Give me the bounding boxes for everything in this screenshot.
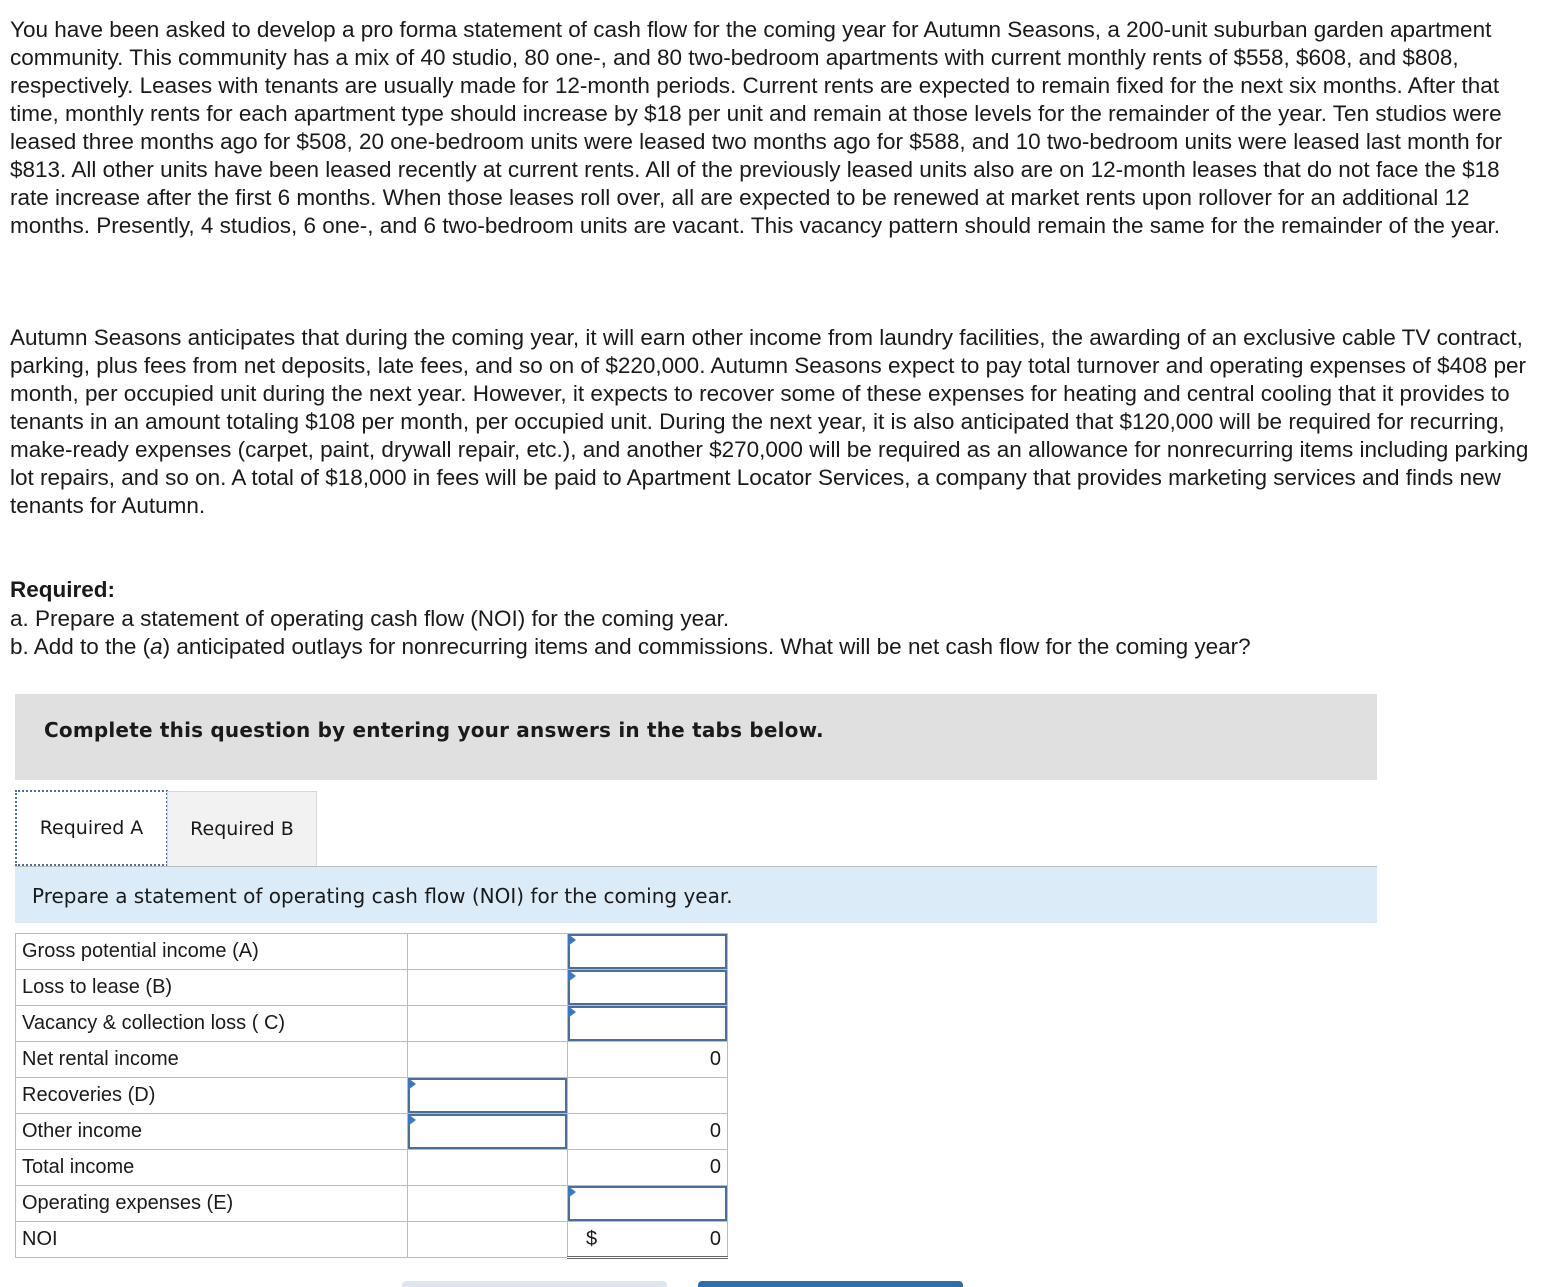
- tab-required-b[interactable]: Required B: [167, 791, 317, 866]
- input-marker-icon: [568, 1006, 576, 1018]
- loss-to-lease-cell: [568, 970, 728, 1006]
- net-rental-income-value: 0: [568, 1042, 728, 1078]
- operating-expenses-input[interactable]: [568, 1186, 727, 1221]
- required-heading: Required:: [10, 577, 116, 602]
- vacancy-collection-loss-input[interactable]: [568, 1006, 727, 1041]
- recoveries-input[interactable]: [408, 1078, 567, 1113]
- gross-potential-income-cell: [568, 934, 728, 970]
- currency-symbol: $: [586, 1228, 598, 1250]
- recoveries-cell: [408, 1078, 568, 1114]
- input-marker-icon: [408, 1114, 416, 1126]
- table-row: [16, 1150, 728, 1186]
- gross-potential-income-input[interactable]: [568, 934, 727, 969]
- row-label-loss-to-lease: Loss to lease (B): [16, 970, 408, 1006]
- table-row: [16, 934, 728, 970]
- previous-button[interactable]: [402, 1281, 667, 1287]
- req-b-prefix: b. Add to the (: [10, 634, 151, 659]
- table-cell: [408, 1222, 568, 1258]
- input-marker-icon: [568, 970, 576, 982]
- prompt-banner: [15, 867, 1377, 923]
- row-label-noi: NOI: [16, 1222, 408, 1258]
- table-cell: [408, 1006, 568, 1042]
- operating-expenses-cell: [568, 1186, 728, 1222]
- required-b-text: [10, 633, 1251, 661]
- noi-statement-table: [15, 933, 728, 1259]
- problem-paragraph-1: You have been asked to develop a pro forma statement of cash flow for the coming year for Autumn Seasons, a 200-unit suburban garden apartment community. This community has a mix of 40 studio, 80 one-, and 80 two-bedroom apartments with current monthly rents of $558, $608, and $808, respectively. Leases with tenants are usually made for 12-month periods. Current rents are expected to remain fixed for the next six months. After that time, monthly rents for each apartment type should increase by $18 per unit and remain at those levels for the remainder of the year. Ten studios were leased three months ago for $508, 20 one-bedroom units were leased two months ago for $588, and 10 two-bedroom units were leased last month for $813. All other units have been leased recently at current rents. All of the previously leased units also are on 12-month leases that do not face the $18 rate increase after the first 6 months. When those leases roll over, all are expected to be renewed at market rents upon rollover for an additional 12 months. Presently, 4 studios, 6 one-, and 6 two-bedroom units are vacant. This vacancy pattern should remain the same for the remainder of the year.: [10, 17, 1503, 238]
- table-cell: [408, 1186, 568, 1222]
- instruction-text: Complete this question by entering your answers in the tabs below.: [44, 718, 824, 742]
- loss-to-lease-input[interactable]: [568, 970, 727, 1005]
- req-b-italic: a: [150, 634, 163, 659]
- input-marker-icon: [568, 1186, 576, 1198]
- table-cell: [408, 970, 568, 1006]
- table-cell: [408, 934, 568, 970]
- table-row: [16, 1222, 728, 1258]
- problem-text: [10, 16, 1530, 240]
- table-row: [16, 1078, 728, 1114]
- table-row: [16, 1186, 728, 1222]
- row-label-gross-potential-income: Gross potential income (A): [16, 934, 408, 970]
- table-row: [16, 1006, 728, 1042]
- table-row: [16, 1114, 728, 1150]
- row-label-other-income: Other income: [16, 1114, 408, 1150]
- tab-required-a[interactable]: Required A: [15, 790, 168, 866]
- row-label-net-rental-income: Net rental income: [16, 1042, 408, 1078]
- noi-value: 0: [709, 1228, 721, 1250]
- prompt-text: Prepare a statement of operating cash flow (NOI) for the coming year.: [32, 884, 733, 908]
- other-income-cell: [408, 1114, 568, 1150]
- row-label-recoveries: Recoveries (D): [16, 1078, 408, 1114]
- vacancy-collection-loss-cell: [568, 1006, 728, 1042]
- required-a-text: a. Prepare a statement of operating cash flow (NOI) for the coming year.: [10, 606, 730, 631]
- table-cell: [568, 1078, 728, 1114]
- total-income-value: 0: [568, 1150, 728, 1186]
- next-button[interactable]: [698, 1281, 963, 1287]
- other-income-value: 0: [568, 1114, 728, 1150]
- row-label-total-income: Total income: [16, 1150, 408, 1186]
- row-label-vacancy-collection-loss: Vacancy & collection loss ( C): [16, 1006, 408, 1042]
- noi-cell: [568, 1222, 728, 1258]
- table-cell: [408, 1042, 568, 1078]
- input-marker-icon: [568, 934, 576, 946]
- input-marker-icon: [408, 1078, 416, 1090]
- other-income-input[interactable]: [408, 1114, 567, 1149]
- problem-paragraph-2: Autumn Seasons anticipates that during the coming year, it will earn other income from laundry facilities, the awarding of an exclusive cable TV contract, parking, plus fees from net deposits, late fees, and so on of $220,000. Autumn Seasons expect to pay total turnover and operating expenses of $408 per month, per occupied unit during the next year. However, it expects to recover some of these expenses for heating and central cooling that it provides to tenants in an amount totaling $108 per month, per occupied unit. During the next year, it is also anticipated that $120,000 will be required for recurring, make-ready expenses (carpet, paint, drywall repair, etc.), and another $270,000 will be required as an allowance for nonrecurring items including parking lot repairs, and so on. A total of $18,000 in fees will be paid to Apartment Locator Services, a company that provides marketing services and finds new tenants for Autumn.: [10, 325, 1529, 518]
- table-cell: [408, 1150, 568, 1186]
- row-label-operating-expenses: Operating expenses (E): [16, 1186, 408, 1222]
- instruction-banner: [15, 694, 1377, 780]
- req-b-suffix: ) anticipated outlays for nonrecurring items and commissions. What will be net cash flow for the coming year?: [162, 634, 1251, 659]
- table-row: [16, 970, 728, 1006]
- table-row: [16, 1042, 728, 1078]
